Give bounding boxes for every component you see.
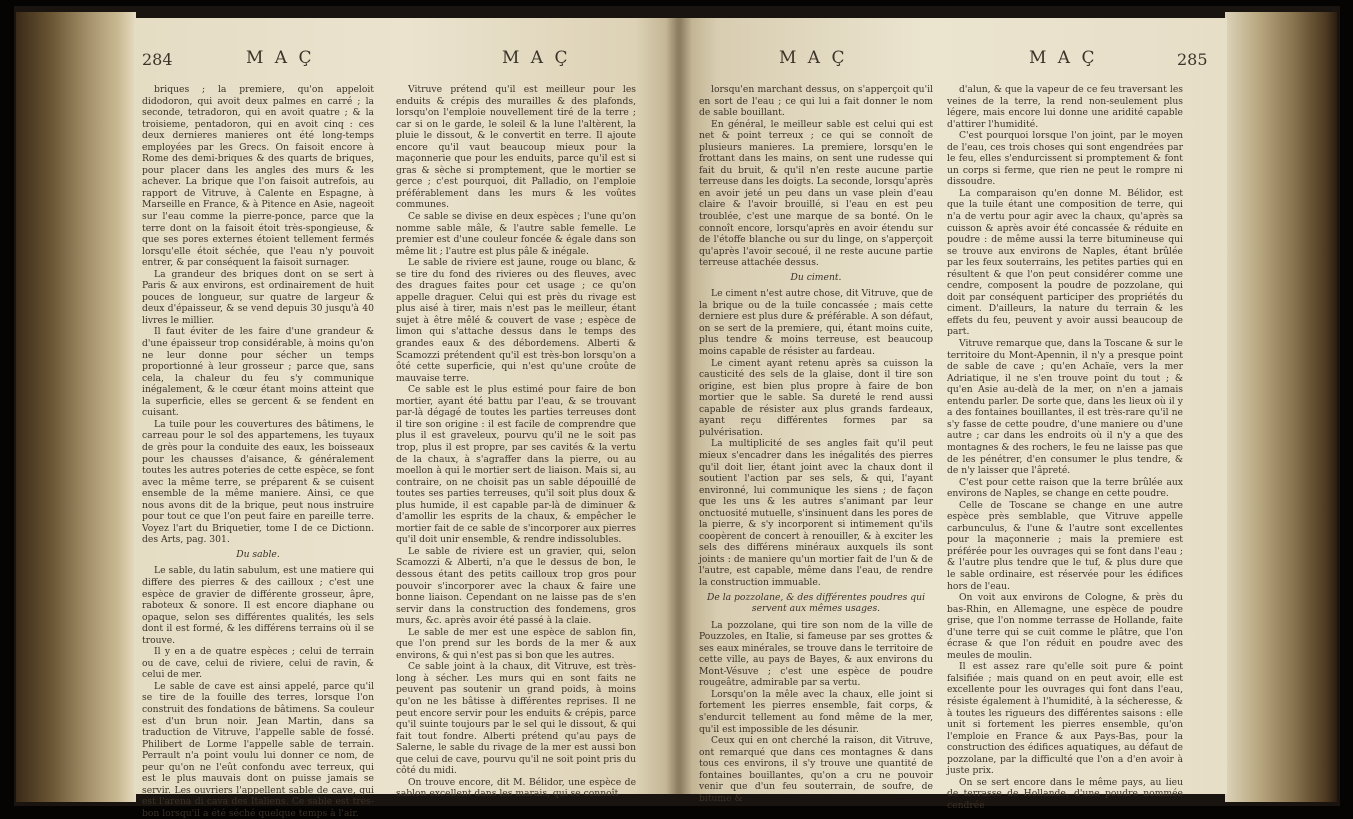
right-page bbox=[679, 18, 1227, 811]
running-head-title: M A Ç bbox=[246, 48, 315, 68]
paragraph: On voit aux environs de Cologne, & près du bas-Rhin, en Allemagne, une espèce de poudre grise, que l'on nomme terrasse de Hollande, faite d'une terre qui se cuit comme le plâtre, que l'on écrase & que l'on réduit en poudre avec des meules de moulin. bbox=[947, 592, 1183, 661]
paragraph: La pozzolane, qui tire son nom de la ville de Pouzzoles, en Italie, si fameuse par ses grottes & ses eaux minérales, se trouve dans le territoire de cette ville, au pays de Bayes, & aux environs du Mont-Vésuve ; c'est une espèce de poudre rougeâtre, admirable par sa vertu. bbox=[699, 619, 933, 689]
paragraph: On trouve encore, dit M. Bélidor, une espèce de sablon excellent dans les marais, qui se connoît bbox=[396, 776, 636, 800]
paragraph: C'est pour cette raison que la terre brûlée aux environs de Naples, se change en cette poudre. bbox=[947, 476, 1183, 500]
paragraph: La grandeur des briques dont on se sert à Paris & aux environs, est ordinairement de huit pouces de longueur, sur quatre de largeur & deux d'épaisseur, & se vend depuis 30 jusqu'à 40 livres le millier. bbox=[142, 268, 374, 326]
text-column bbox=[947, 84, 1183, 811]
paragraph: Le ciment ayant retenu après sa cuisson la causticité des sels de la glaise, dont il tire son origine, est bien plus propre à faire de bon mortier que le sable. Sa dureté le rend aussi capable de résister aux plus grands fardeaux, ayant reçu différentes formes par sa pulvérisation. bbox=[699, 357, 933, 438]
paragraph: La comparaison qu'en donne M. Bélidor, est que la tuile étant une composition de terre, qui n'a de vertu pour agir avec la chaux, qu'après sa cuisson & après avoir été concassée & réduite en poudre : de même aussi la terre bitumineuse qui se trouve aux environs de Naples, étant brûlée par les feux souterrains, les petites parties qui en résultent & que l'on peut considérer comme une cendre, composent la poudre de pozzolane, qui doit par conséquent participer des propriétés du ciment. D'ailleurs, la nature du terrain & les effets du feu, peuvent y avoir aussi beaucoup de part. bbox=[947, 187, 1183, 338]
text-column bbox=[699, 84, 933, 804]
running-head-title: M A Ç bbox=[1029, 48, 1098, 68]
paragraph: Vitruve remarque que, dans la Toscane & sur le territoire du Mont-Apennin, il n'y a presque point de sable de cave ; qu'en Achaïe, vers la mer Adriatique, il ne s'en trouve point du tout ; & qu'en Asie au-delà de la mer, on n'en a jamais entendu parler. De sorte que, dans les lieux où il y a des fontaines bouillantes, il est très-rare qu'il ne s'y fasse de cette poudre, d'une maniere ou d'une autre ; car dans les endroits où il n'y a que des montagnes & des rochers, le feu ne laisse pas que de les pénétrer, d'en consumer le plus tendre, & de n'y laisser que l'âpreté. bbox=[947, 338, 1183, 477]
paragraph: En général, le meilleur sable est celui qui est net & point terreux ; ce qui se connoît de plusieurs manieres. La premiere, lorsqu'en le frottant dans les mains, on sent une rudesse qui fait du bruit, & qu'il n'en reste aucune partie terreuse dans les doigts. La seconde, lorsqu'après en avoir jeté un peu dans un vase plein d'eau claire & l'avoir brouillé, si l'eau en est peu troublée, c'est une marque de sa bonté. On le connoît encore, lorsqu'après en avoir étendu sur de l'étoffe blanche ou sur du linge, on s'apperçoit qu'après l'avoir secoué, il ne reste aucune partie terreuse attachée dessus. bbox=[699, 118, 933, 269]
text-column bbox=[142, 84, 374, 819]
paragraph: On se sert encore dans le même pays, au lieu de terrasse de Hollande, d'une poudre nommée cendrée bbox=[947, 776, 1183, 811]
left-page bbox=[134, 18, 679, 819]
paragraph: Celle de Toscane se change en une autre espèce près semblable, que Vitruve appelle carbunculus, & l'une & l'autre sont excellentes pour la maçonnerie ; mais la premiere est préférée pour les ouvrages qui se font dans l'eau ; & l'autre plus tendre que le tuf, & plus dure que le sable ordinaire, est réservée pour les édifices hors de l'eau. bbox=[947, 499, 1183, 592]
paragraph: La multiplicité de ses angles fait qu'il peut mieux s'encadrer dans les inégalités des pierres qu'il doit lier, étant joint avec la chaux dont il soutient l'action par ses sels, & qui, l'ayant environné, lui communique les siens ; de façon que les uns & les autres s'animant par leur onctuosité mutuelle, s'insinuent dans les pores de la pierre, & s'y incorporent si intimement qu'ils coopèrent de concert à renouiller, & à exciter les sels des différens minéraux auxquels ils sont joints : de maniere qu'un mortier fait de l'un & de l'autre, est capable, même dans l'eau, de rendre la construction immuable. bbox=[699, 438, 933, 588]
paragraph: Le sable de riviere est jaune, rouge ou blanc, & se tire du fond des rivieres ou des fleuves, avec des dragues faites pour cet usage ; ce qu'on appelle draguer. Celui qui est près du rivage est plus aisé à tirer, mais n'est pas le meilleur, étant sujet à être mêlé & couvert de vase ; espèce de limon qui s'attache dessus dans le temps des grandes eaux & des débordemens. Alberti & Scamozzi prétendent qu'il est très-bon lorsqu'on a ôté cette superficie, qui n'est qu'une croûte de mauvaise terre. bbox=[396, 257, 636, 384]
paragraph: lorsqu'en marchant dessus, on s'apperçoit qu'il en sort de l'eau ; ce qui lui a fait donner le nom de sable bouillant. bbox=[699, 84, 933, 119]
paragraph: d'alun, & que la vapeur de ce feu traversant les veines de la terre, la rend non-seulement plus légere, mais encore lui donne une aridité capable d'attirer l'humidité. bbox=[947, 84, 1183, 130]
paragraph: Le sable de riviere est un gravier, qui, selon Scamozzi & Alberti, n'a que le dessus de bon, le dessous étant des petits cailloux trop gros pour pouvoir s'incorporer avec la chaux & faire une bonne liaison. Cependant on ne laisse pas de s'en servir dans la construction des fondemens, gros murs, &c. après avoir été passé à la claie. bbox=[396, 545, 636, 627]
paragraph: Il y en a de quatre espèces ; celui de terrain ou de cave, celui de riviere, celui de ravin, & celui de mer. bbox=[142, 646, 374, 681]
paragraph: Il est assez rare qu'elle soit pure & point falsifiée ; mais quand on en peut avoir, elle est excellente pour les ouvrages qui font dans l'eau, résiste également à l'humidité, à la sécheresse, & à toutes les rigueurs des différentes saisons : elle unit si fortement les pierres ensemble, qu'on l'emploie en France & aux Pays-Bas, pour la construction des édifices aquatiques, au défaut de pozzolane, par la difficulté que l'on a d'en avoir à juste prix. bbox=[947, 661, 1183, 777]
paragraph: Le sable, du latin sabulum, est une matiere qui differe des pierres & des cailloux ; c'est une espèce de gravier de différente grosseur, âpre, raboteux & sonore. Il est encore diaphane ou opaque, selon ses différentes qualités, les sels dont il est formé, & les différens terrains où il se trouve. bbox=[142, 565, 374, 646]
page-number: 284 bbox=[142, 50, 173, 69]
running-head-title: M A Ç bbox=[779, 48, 848, 68]
paragraph: C'est pourquoi lorsque l'on joint, par le moyen de l'eau, ces trois choses qui sont engendrées par le feu, elles s'endurcissent si promptement & font un corps si ferme, que rien ne peut le rompre ni dissoudre. bbox=[947, 130, 1183, 188]
paragraph: Ceux qui en ont cherché la raison, dit Vitruve, ont remarqué que dans ces montagnes & dans tous ces environs, il s'y trouve une quantité de fontaines bouillantes, qu'on a cru ne pouvoir venir que d'un feu souterrain, de soufre, de bitume & bbox=[699, 735, 933, 804]
right-page-edges bbox=[1225, 12, 1337, 802]
section-heading: Du sable. bbox=[236, 548, 280, 560]
paragraph: Ce sable se divise en deux espèces ; l'une qu'on nomme sable mâle, & l'autre sable femelle. Le premier est d'une couleur foncée & égale dans son même lit ; l'autre est plus pâle & inégale. bbox=[396, 211, 636, 257]
paragraph: briques ; la premiere, qu'on appeloit didodoron, qui avoit deux palmes en carré ; la seconde, tetradoron, qui en avoit quatre ; & la troisieme, pentadoron, qui en avoit cinq : ces deux dernieres manieres ont été long-temps employées par les Grecs. On faisoit encore à Rome des demi-briques & des quarts de briques, pour placer dans les angles des murs & les achever. La brique que l'on faisoit autrefois, au rapport de Vitruve, à Calente en Espagne, à Marseille en France, & à Pitence en Asie, nageoit sur l'eau comme la pierre-ponce, parce que la terre dont on la faisoit étoit très-spongieuse, & que ses pores externes étoient tellement fermés lorsqu'elle étoit séchée, que l'eau n'y pouvoit entrer, & par conséquent la faisoit surnager. bbox=[142, 84, 374, 269]
paragraph: Ce sable est le plus estimé pour faire de bon mortier, ayant été battu par l'eau, & se trouvant par-là dégagé de toutes les parties terreuses dont il tire son origine : il est facile de comprendre que plus il est graveleux, pourvu qu'il ne le soit pas trop, plus il est propre, par ses cavités & la vertu de la chaux, à s'agraffer dans la pierre, ou au moellon à qui le mortier sert de liaison. Mais si, au contraire, on ne choisit pas un sable dépouillé de toutes ses parties terreuses, qu'il soit plus doux & plus humide, il est capable par-là de diminuer & d'amollir les esprits de la chaux, & empêcher le mortier fait de ce sable de s'incorporer aux pierres qu'il doit unir ensemble, & rendre indissolubles. bbox=[396, 384, 636, 546]
paragraph: Il faut éviter de les faire d'une grandeur & d'une épaisseur trop considérable, à moins qu'on ne leur donne pour sécher un temps proportionné à leur grosseur ; parce que, sans cela, la chaleur du feu s'y communique inégalement, & le cœur étant moins atteint que la superficie, elles se gercent & se fendent en cuisant. bbox=[142, 326, 374, 419]
paragraph: Le sable de cave est ainsi appelé, parce qu'il se tire de la fouille des terres, lorsque l'on construit des fondations de bâtimens. Sa couleur est d'un brun noir. Jean Martin, dans sa traduction de Vitruve, l'appelle sable de fossé. Philibert de Lorme l'appelle sable de terrain. Perrault n'a point voulu lui donner ce nom, de peur qu'on ne l'eût confondu avec terreux, qui est le plus mauvais dont on puisse jamais se servir. Les ouvriers l'appellent sable de cave, qui est l'arena di cava des Italiens. Ce sable est très-bon lorsqu'il a été séché quelque temps à l'air. bbox=[142, 680, 374, 819]
paragraph: Lorsqu'on la mêle avec la chaux, elle joint si fortement les pierres ensemble, fait corps, & s'endurcit tellement au fond même de la mer, qu'il est impossible de les désunir. bbox=[699, 688, 933, 735]
page-number: 285 bbox=[1177, 50, 1208, 69]
paragraph: Ce sable joint à la chaux, dit Vitruve, est très-long à sécher. Les murs qui en sont faits ne peuvent pas soutenir un grand poids, à moins qu'on ne les bâtisse à différentes reprises. Il ne peut encore servir pour les enduits & crépis, parce qu'il suinte toujours par le sel qui le dissout, & qui fait tout fondre. Alberti prétend qu'au pays de Salerne, le sable du rivage de la mer est aussi bon que celui de cave, pourvu qu'il ne soit point pris du côté du midi. bbox=[396, 661, 636, 777]
paragraph: La tuile pour les couvertures des bâtimens, le carreau pour le sol des appartemens, les tuyaux de grès pour la conduite des eaux, les boisseaux pour les chausses d'aisance, & généralement toutes les autres poteries de cette espèce, se font avec la même terre, se préparent & se cuisent ensemble de la même maniere. Ainsi, ce que nous avons dit de la brique, peut nous instruire pour tout ce que l'on peut faire en pareille terre. Voyez l'art du Briquetier, tome I de ce Dictionn. des Arts, pag. 301. bbox=[142, 418, 374, 546]
section-heading: De la pozzolane, & des différentes poudres qui servent aux mêmes usages. bbox=[706, 591, 926, 615]
paragraph: Le sable de mer est une espèce de sablon fin, que l'on prend sur les bords de la mer & aux environs, & qui n'est pas si bon que les autres. bbox=[396, 626, 636, 661]
text-column bbox=[396, 84, 636, 800]
book-gutter bbox=[666, 18, 692, 794]
paragraph: Vitruve prétend qu'il est meilleur pour les enduits & crépis des murailles & des plafonds, lorsqu'on l'emploie nouvellement tiré de la terre ; car si on le garde, le soleil & la lune l'altèrent, la pluie le dissout, & le convertit en terre. Il ajoute encore qu'il vaut beaucoup mieux pour la maçonnerie que pour les enduits, parce qu'il est si gras & sèche si promptement, que le mortier se gerce ; c'est pourquoi, dit Palladio, on l'emploie préférablement dans les murs & les voûtes communes. bbox=[396, 84, 636, 211]
running-head-title: M A Ç bbox=[502, 48, 571, 68]
paragraph: Le ciment n'est autre chose, dit Vitruve, que de la brique ou de la tuile concassée ; mais cette derniere est plus dure & préférable. A son défaut, on se sert de la premiere, qui, étant moins cuite, plus tendre & moins terreuse, est beaucoup moins capable de résister au fardeau. bbox=[699, 288, 933, 358]
left-running-head bbox=[134, 48, 679, 78]
section-heading: Du ciment. bbox=[790, 271, 842, 283]
left-page-edges bbox=[16, 12, 136, 802]
right-running-head bbox=[679, 48, 1227, 78]
